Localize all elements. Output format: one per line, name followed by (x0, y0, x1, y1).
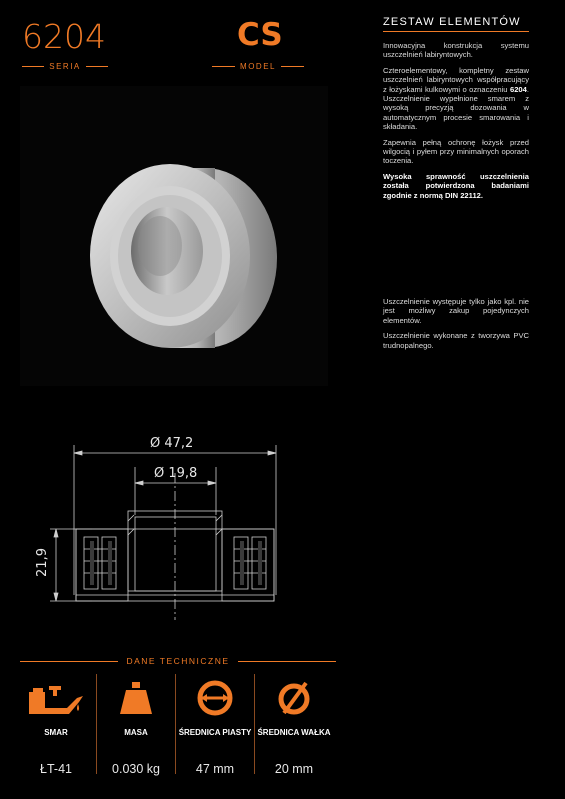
tech-item-grease (16, 674, 96, 784)
paragraph-2: Czteroelementowy, kompletny zestaw uszczelnień labiryntowych współpracujący z łożyskami kulkowymi o oznaczeniu 6204. Uszczelnienie wypełnione smarem z wysoką precyzją dozowania w automatycznym procesie smarowania i składania. (383, 65, 529, 132)
seal-ring-image (20, 86, 328, 386)
description-column (383, 16, 529, 206)
tech-data-grid (16, 674, 336, 784)
height-label: 21,9 (34, 548, 50, 577)
inner-diameter-label: Ø 19,8 (154, 466, 198, 481)
outer-diameter-label: Ø 47,2 (150, 436, 194, 451)
model-caption (212, 62, 304, 71)
bearing-code: 6204 (509, 84, 527, 94)
tech-item-shaft-diameter (255, 674, 333, 784)
technical-drawing (30, 425, 330, 625)
series-label: SERIA (49, 62, 81, 71)
series-number: 6204 (22, 17, 106, 56)
model-code: CS (237, 17, 283, 53)
paragraph-3: Zapewnia pełną ochronę łożysk przed wilgocią i pyłem przy minimalnych oporach toczenia. (383, 137, 529, 166)
tech-label: ŚREDNICA WAŁKA (257, 728, 331, 737)
tech-item-mass (97, 674, 175, 784)
series-caption (22, 62, 108, 71)
product-photo (20, 86, 328, 386)
shaft-diameter-icon (265, 674, 323, 722)
tech-label: ŚREDNICA PIASTY (178, 728, 252, 737)
oil-can-icon (27, 674, 85, 722)
title-underline (383, 31, 529, 32)
paragraph-4: Wysoka sprawność uszczelnienia została potwierdzona badaniami zgodnie z normą DIN 22112. (383, 171, 529, 200)
tech-value: 0.030 kg (112, 762, 160, 776)
model-label: MODEL (240, 62, 276, 71)
hub-diameter-icon (186, 674, 244, 722)
tech-value: 47 mm (195, 762, 235, 776)
tech-label: MASA (124, 728, 148, 737)
paragraph-6: Uszczelnienie wykonane z tworzywa PVC trudnopalnego. (383, 331, 529, 350)
tech-item-hub-diameter (176, 674, 254, 784)
description-column-lower (383, 297, 529, 356)
paragraph-5: Uszczelnienie występuje tylko jako kpl. nie jest możliwy zakup pojedynczych elementów. (383, 297, 529, 325)
tech-label: SMAR (44, 728, 68, 737)
tech-value: 20 mm (274, 762, 314, 776)
tech-data-title: DANE TECHNICZNE (126, 656, 230, 666)
tech-data-header (20, 656, 336, 666)
cross-section-drawing (30, 425, 330, 625)
tech-value: ŁT-41 (40, 762, 72, 776)
paragraph-1: Innowacyjna konstrukcja systemu uszczelnień labiryntowych. (383, 41, 529, 60)
section-title: ZESTAW ELEMENTÓW (383, 16, 521, 28)
weight-icon (107, 674, 165, 722)
